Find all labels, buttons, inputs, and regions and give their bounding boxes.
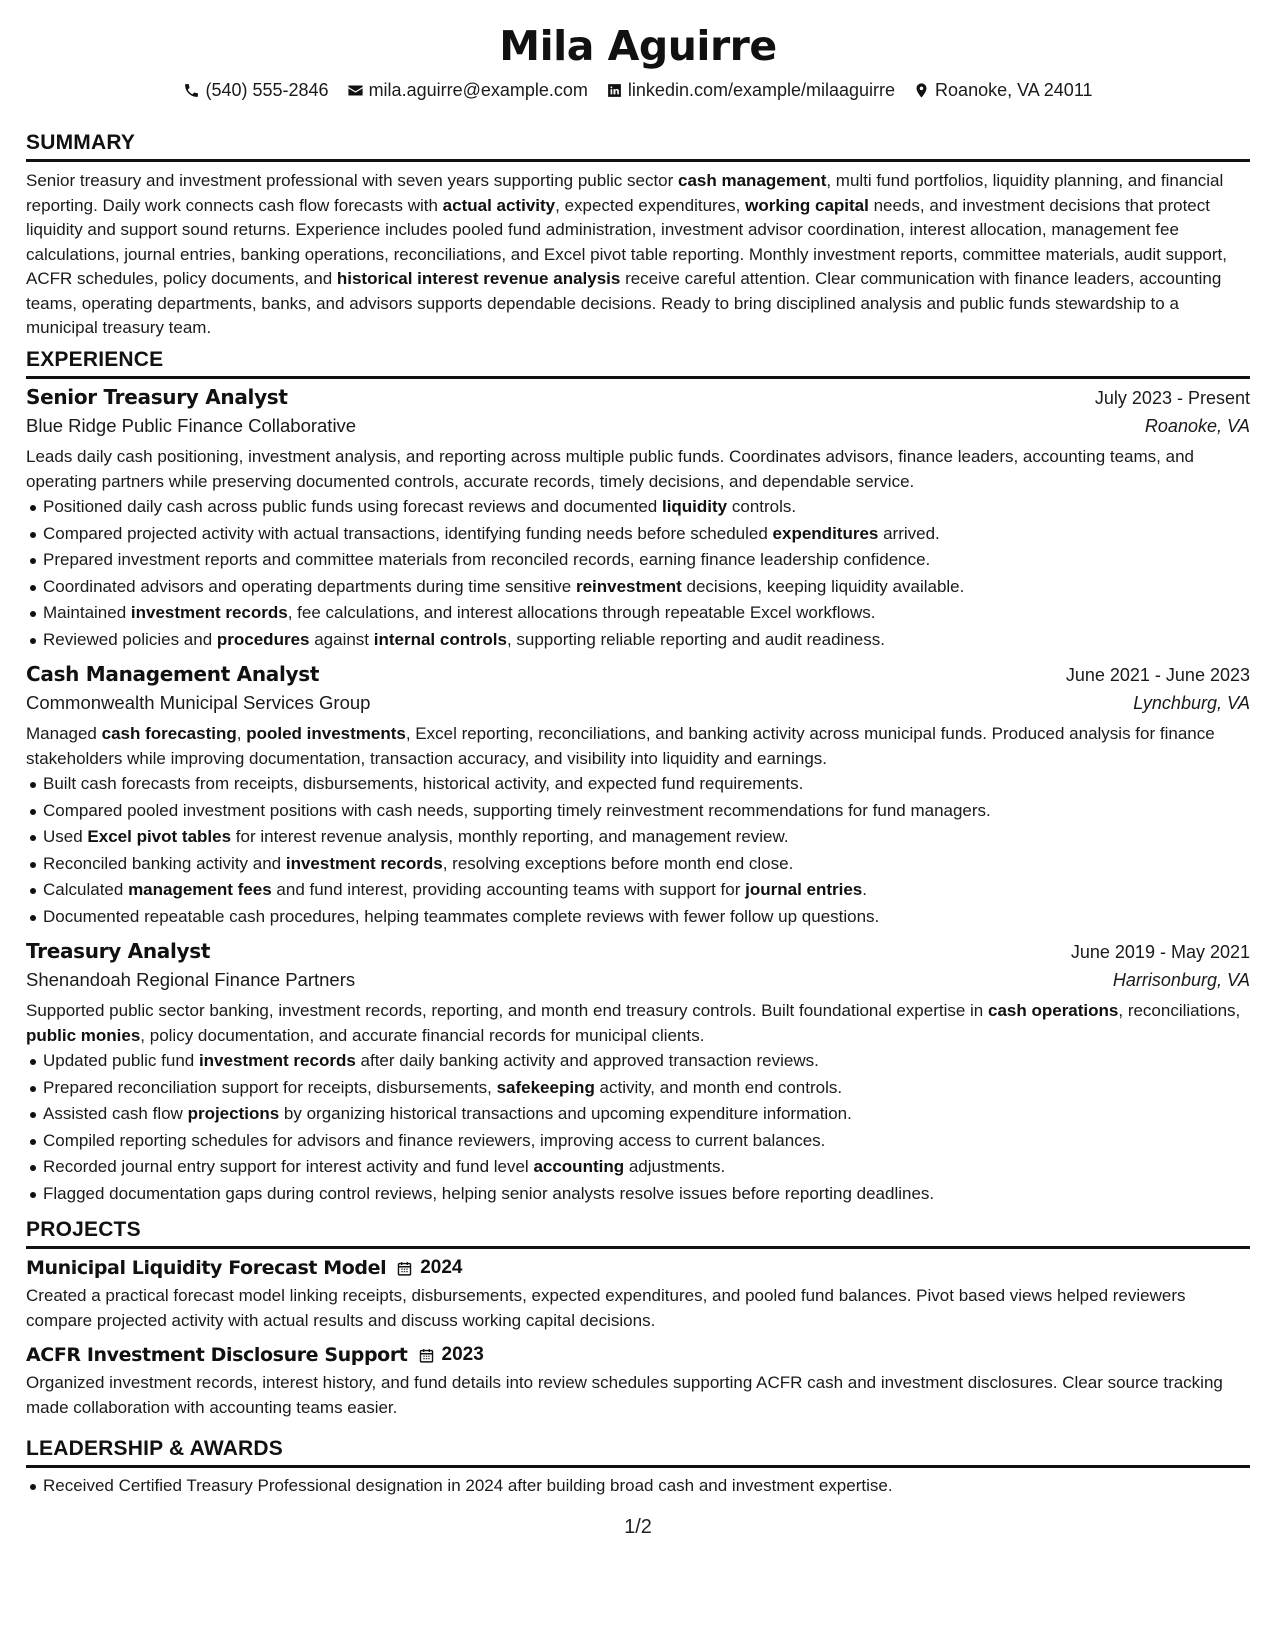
job-description: Supported public sector banking, investment records, reporting, and month end treasury controls. Built foundational expertise in cash operations, reconciliations, public monies, policy documentation, and accurate financial records for municipal clients. bbox=[26, 1001, 1241, 1045]
bullet-item: Compared projected activity with actual transactions, identifying funding needs before scheduled expenditures arrived. bbox=[26, 521, 1250, 548]
job-title: Treasury Analyst bbox=[26, 939, 211, 963]
bold-phrase: investment records bbox=[285, 853, 443, 873]
bullet-item: Flagged documentation gaps during control reviews, helping senior analysts resolve issues before reporting deadlines. bbox=[26, 1181, 1250, 1208]
job-company: Shenandoah Regional Finance Partners bbox=[26, 969, 356, 990]
job-location: Roanoke, VA bbox=[1144, 416, 1250, 436]
project-title: ACFR Investment Disclosure Support bbox=[26, 1344, 408, 1366]
job-bullets bbox=[26, 1048, 1250, 1207]
section-title-experience: EXPERIENCE bbox=[26, 348, 1250, 379]
job-location: Lynchburg, VA bbox=[1133, 693, 1250, 713]
bullet-item: Maintained investment records, fee calculations, and interest allocations through repeatable Excel workflows. bbox=[26, 600, 1250, 627]
bold-phrase: actual activity bbox=[442, 195, 556, 215]
bold-phrase: safekeeping bbox=[496, 1077, 595, 1097]
projects-section bbox=[26, 1218, 1250, 1420]
job-description: Leads daily cash positioning, investment analysis, and reporting across multiple public funds. Coordinates advisors, finance leaders, accounting teams, and operating partners while preserving documented controls, accurate records, timely decisions, and dependable service. bbox=[26, 447, 1194, 491]
bold-phrase: internal controls bbox=[373, 629, 507, 649]
bold-phrase: cash management bbox=[678, 171, 827, 190]
contact-location bbox=[913, 80, 1092, 101]
job-description: Managed cash forecasting, pooled investments, Excel reporting, reconciliations, and banking activity across municipal funds. Produced analysis for finance stakeholders while improving documentation, transaction accuracy, and visibility into liquidity and earnings. bbox=[26, 724, 1215, 768]
job-entry bbox=[26, 385, 1250, 653]
linkedin-icon bbox=[606, 82, 623, 99]
bullet-item: Positioned daily cash across public funds using forecast reviews and documented liquidity controls. bbox=[26, 494, 1250, 521]
bold-phrase: expenditures bbox=[772, 523, 879, 543]
bold-phrase: historical interest revenue analysis bbox=[336, 269, 621, 288]
calendar-icon bbox=[418, 1347, 435, 1364]
project-year bbox=[418, 1344, 484, 1366]
summary-text: Senior treasury and investment professional with seven years supporting public sector cash management, multi fund portfolios, liquidity planning, and financial reporting. Daily work connects cash flow forecasts with actual activity, expected expenditures, working capital needs, and investment decisions that protect liquidity and support sound returns. Experience includes pooled fund administration, investment advisor coordination, interest allocation, management fee calculations, journal entries, banking operations, reconciliations, and Excel pivot table reporting. Monthly investment reports, committee materials, audit support, ACFR schedules, policy documents, and historical interest revenue analysis receive careful attention. Clear communication with finance leaders, accounting teams, operating departments, banks, and advisors supports dependable decisions. Ready to bring disciplined analysis and public funds stewardship to a municipal treasury team. bbox=[26, 171, 1227, 337]
email-link[interactable]: mila.aguirre@example.com bbox=[368, 80, 588, 100]
job-location: Harrisonburg, VA bbox=[1112, 970, 1250, 990]
candidate-name: Mila Aguirre bbox=[499, 22, 777, 70]
linkedin-link[interactable]: linkedin.com/example/milaaguirre bbox=[627, 80, 896, 100]
bold-phrase: public monies bbox=[26, 1025, 141, 1045]
bullet-item: Built cash forecasts from receipts, disbursements, historical activity, and expected fund requirements. bbox=[26, 771, 1250, 798]
contact-bar bbox=[26, 80, 1250, 101]
job-bullets bbox=[26, 771, 1250, 930]
bullet-item: Calculated management fees and fund interest, providing accounting teams with support for journal entries. bbox=[26, 877, 1250, 904]
bullet-item: Compared pooled investment positions with cash needs, supporting timely reinvestment recommendations for fund managers. bbox=[26, 798, 1250, 825]
leadership-bullets bbox=[26, 1473, 1250, 1500]
bullet-item: Used Excel pivot tables for interest revenue analysis, monthly reporting, and management review. bbox=[26, 824, 1250, 851]
project-year-text: 2024 bbox=[420, 1257, 463, 1278]
bullet-item: Reconciled banking activity and investment records, resolving exceptions before month end close. bbox=[26, 851, 1250, 878]
page-number: 1/2 bbox=[624, 1516, 652, 1538]
bullet-item: Prepared reconciliation support for receipts, disbursements, safekeeping activity, and month end controls. bbox=[26, 1075, 1250, 1102]
project-entry bbox=[26, 1344, 1250, 1420]
contact-phone bbox=[183, 80, 328, 101]
section-title-leadership: LEADERSHIP & AWARDS bbox=[26, 1437, 1250, 1468]
bold-phrase: reinvestment bbox=[575, 576, 682, 596]
bold-phrase: cash forecasting bbox=[101, 724, 237, 743]
job-dates: July 2023 - Present bbox=[1094, 388, 1250, 408]
bold-phrase: investment records bbox=[198, 1051, 356, 1070]
bullet-item: Documented repeatable cash procedures, helping teammates complete reviews with fewer follow up questions. bbox=[26, 904, 1250, 931]
job-title: Senior Treasury Analyst bbox=[26, 385, 288, 409]
contact-email[interactable] bbox=[347, 80, 588, 101]
phone-icon bbox=[183, 82, 200, 99]
phone-text: (540) 555-2846 bbox=[205, 80, 329, 100]
job-dates: June 2021 - June 2023 bbox=[1065, 665, 1250, 685]
bullet-item: Coordinated advisors and operating departments during time sensitive reinvestment decisions, keeping liquidity available. bbox=[26, 574, 1250, 601]
bold-phrase: accounting bbox=[533, 1157, 625, 1176]
bullet-item: Reviewed policies and procedures against internal controls, supporting reliable reporting and audit readiness. bbox=[26, 627, 1250, 654]
bold-phrase: projections bbox=[187, 1104, 280, 1123]
job-entry bbox=[26, 939, 1250, 1207]
experience-section bbox=[26, 348, 1250, 1207]
project-entry bbox=[26, 1257, 1250, 1333]
bold-phrase: management fees bbox=[128, 880, 272, 899]
leadership-item: Received Certified Treasury Professional designation in 2024 after building broad cash and investment expertise. bbox=[26, 1473, 1250, 1500]
job-bullets bbox=[26, 494, 1250, 653]
bullet-item: Assisted cash flow projections by organizing historical transactions and upcoming expenditure information. bbox=[26, 1101, 1250, 1128]
bold-phrase: pooled investments bbox=[246, 724, 406, 743]
bold-phrase: Excel pivot tables bbox=[87, 827, 232, 846]
bullet-item: Recorded journal entry support for interest activity and fund level accounting adjustments. bbox=[26, 1154, 1250, 1181]
bold-phrase: journal entries bbox=[745, 880, 863, 899]
calendar-icon bbox=[396, 1260, 413, 1277]
section-title-projects: PROJECTS bbox=[26, 1218, 1250, 1249]
project-year bbox=[396, 1257, 462, 1279]
bullet-item: Updated public fund investment records after daily banking activity and approved transaction reviews. bbox=[26, 1048, 1250, 1075]
bold-phrase: investment records bbox=[130, 603, 288, 622]
bold-phrase: cash operations bbox=[988, 1001, 1119, 1020]
project-description: Created a practical forecast model linking receipts, disbursements, expected expenditures, and pooled fund balances. Pivot based views helped reviewers compare projected activity with actual results and discuss working capital decisions. bbox=[26, 1286, 1186, 1330]
map-pin-icon bbox=[913, 82, 930, 99]
section-title-summary: SUMMARY bbox=[26, 131, 1250, 162]
location-text: Roanoke, VA 24011 bbox=[935, 80, 1093, 100]
bullet-item: Compiled reporting schedules for advisors and finance reviewers, improving access to current balances. bbox=[26, 1128, 1250, 1155]
envelope-icon bbox=[347, 82, 364, 99]
bold-phrase: liquidity bbox=[661, 497, 728, 516]
contact-linkedin[interactable] bbox=[606, 80, 895, 101]
bold-phrase: procedures bbox=[216, 629, 310, 649]
project-year-text: 2023 bbox=[441, 1344, 484, 1365]
job-dates: June 2019 - May 2021 bbox=[1070, 942, 1250, 962]
job-company: Blue Ridge Public Finance Collaborative bbox=[26, 415, 357, 436]
job-company: Commonwealth Municipal Services Group bbox=[26, 692, 371, 713]
summary-section bbox=[26, 131, 1250, 341]
job-entry bbox=[26, 662, 1250, 930]
project-description: Organized investment records, interest history, and fund details into review schedules supporting ACFR cash and investment disclosures. Clear source tracking made collaboration with accounting teams easier. bbox=[26, 1373, 1223, 1417]
project-title: Municipal Liquidity Forecast Model bbox=[26, 1257, 387, 1279]
leadership-section bbox=[26, 1437, 1250, 1500]
bullet-item: Prepared investment reports and committee materials from reconciled records, earning finance leadership confidence. bbox=[26, 547, 1250, 574]
bold-phrase: working capital bbox=[745, 195, 869, 215]
job-title: Cash Management Analyst bbox=[26, 662, 320, 686]
